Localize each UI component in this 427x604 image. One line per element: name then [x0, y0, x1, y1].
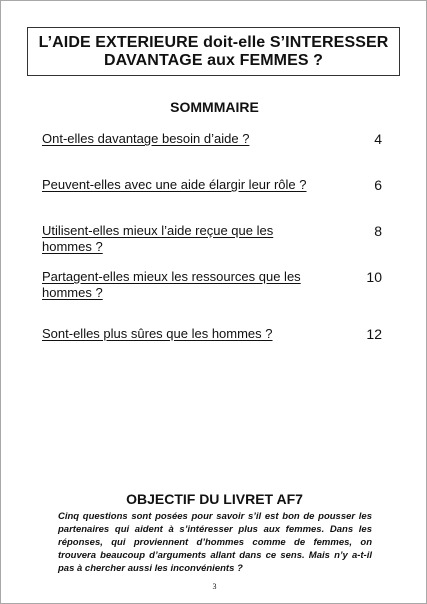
objectif-body: Cinq questions sont posées pour savoir s’il est bon de pousser les partenaires qui aident à s’intéresser plus aux femmes. Dans les réponses, qui proviennent d’hommes comme de femmes, on trouvera beaucoup d’arguments allant dans ce sens. Mais n’y a-t-il pas à chercher aussi les inconvénients ?	[58, 511, 372, 574]
page-number: 3	[212, 582, 217, 591]
objectif-heading: OBJECTIF DU LIVRET AF7	[126, 491, 303, 507]
title-line-2: DAVANTAGE aux FEMMES ?	[103, 51, 324, 69]
toc-entry-label[interactable]: Sont-elles plus sûres que les hommes ?	[42, 326, 273, 341]
toc-entry-page: 8	[374, 223, 382, 239]
title-line-1: L’AIDE EXTERIEURE doit-elle S’INTERESSER	[38, 33, 389, 51]
toc-entry-page: 6	[374, 177, 382, 193]
toc-entry-label[interactable]: Partagent-elles mieux les ressources que les hommes ?	[42, 269, 301, 300]
toc-entry-page: 4	[374, 131, 382, 147]
toc-entry-page: 12	[366, 326, 382, 342]
toc-entry-label[interactable]: Peuvent-elles avec une aide élargir leur rôle ?	[42, 177, 307, 192]
sommaire-heading: SOMMMAIRE	[170, 99, 259, 115]
toc-entry-page: 10	[366, 269, 382, 285]
title-box	[27, 27, 400, 76]
toc-entry-label[interactable]: Utilisent-elles mieux l’aide reçue que les hommes ?	[42, 223, 274, 254]
toc-entry-label[interactable]: Ont-elles davantage besoin d’aide ?	[42, 131, 250, 146]
